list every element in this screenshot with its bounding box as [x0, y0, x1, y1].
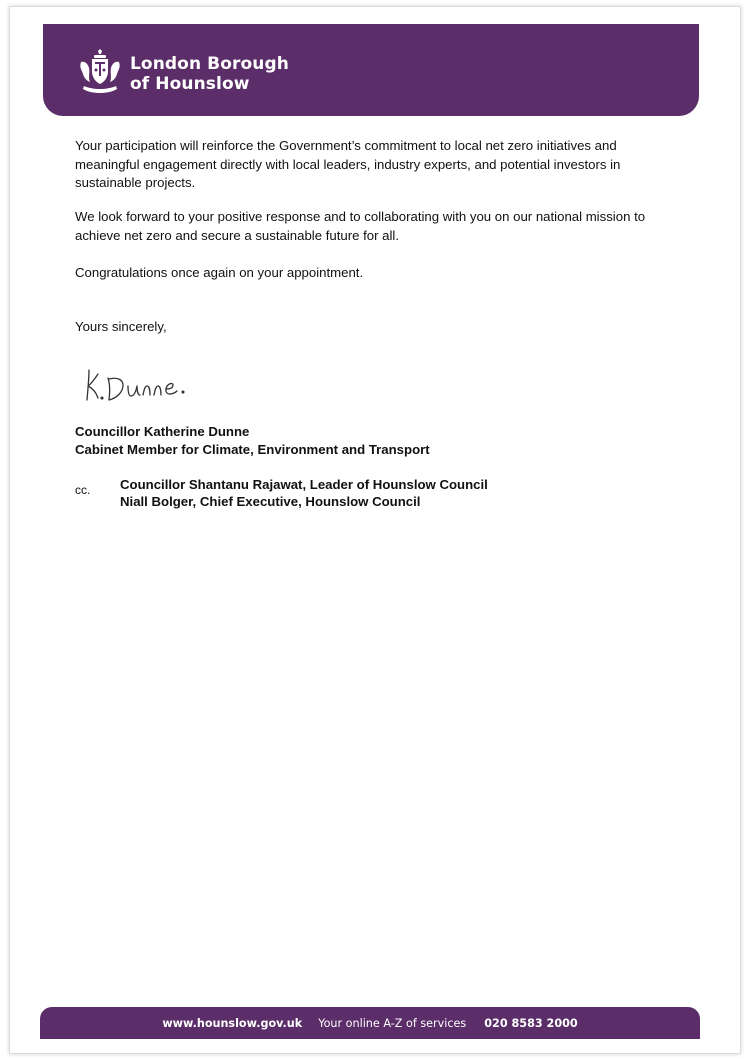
signatory-name: Councillor Katherine Dunne [75, 424, 250, 439]
footer-banner [40, 1007, 700, 1039]
organisation-name [130, 54, 289, 94]
organisation-name-line1: London Borough [130, 54, 289, 74]
cc-recipient: Councillor Shantanu Rajawat, Leader of Hounslow Council [120, 477, 488, 492]
letter-paragraph-congratulations: Congratulations once again on your appointment. [75, 265, 364, 280]
letter-paragraph-response: We look forward to your positive response and to collaborating with you on our national mission to achieve net zero and secure a sustainable future for all. [75, 209, 646, 243]
borough-crest-icon [78, 48, 122, 96]
footer-phone-number: 020 8583 2000 [484, 1016, 578, 1030]
signatory-block [75, 423, 430, 459]
letter-closing: Yours sincerely, [75, 319, 167, 334]
letter-paragraph-participation: Your participation will reinforce the Government’s commitment to local net zero initiatives and meaningful engagement directly with local leaders, industry experts, and potential investors in sustainable projects. [75, 138, 621, 191]
cc-label: cc. [75, 483, 91, 497]
signatory-title: Cabinet Member for Climate, Environment and Transport [75, 442, 430, 457]
footer-tagline: Your online A-Z of services [318, 1016, 467, 1030]
handwritten-signature [80, 356, 280, 406]
cc-recipient: Niall Bolger, Chief Executive, Hounslow Council [120, 493, 421, 509]
cc-recipient-list [120, 477, 488, 510]
footer-website-link[interactable]: www.hounslow.gov.uk [162, 1016, 303, 1030]
organisation-name-line2: of Hounslow [130, 74, 250, 94]
